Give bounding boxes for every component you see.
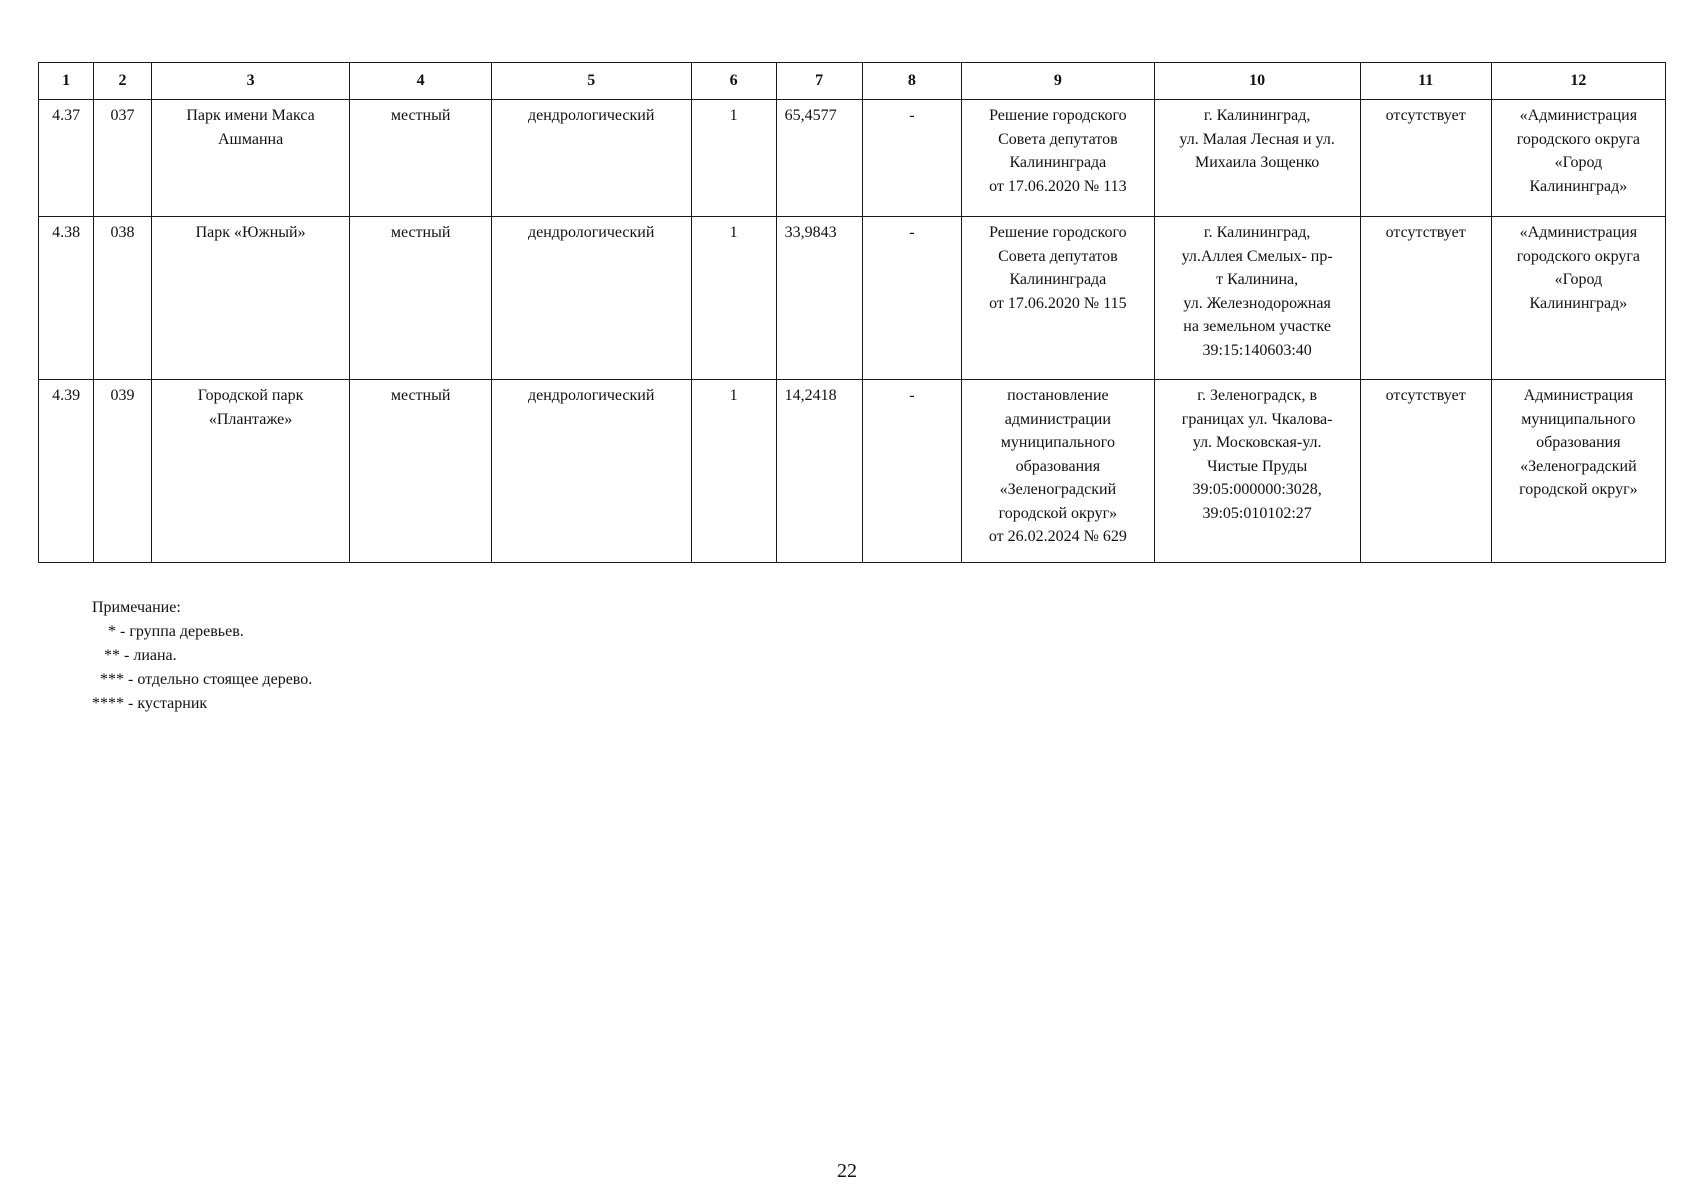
cell-line: «Администрация xyxy=(1519,224,1638,241)
cell-line: от 26.02.2024 № 629 xyxy=(988,528,1127,545)
cell-line: постановление xyxy=(1007,387,1109,404)
note-item: *** - отдельно стоящее дерево. xyxy=(92,671,313,688)
cell-location xyxy=(1154,380,1360,563)
cell-line: Администрация xyxy=(1523,387,1634,404)
cell-line: образования xyxy=(1536,434,1621,451)
table-row xyxy=(39,380,1666,563)
cell-code: 038 xyxy=(94,217,151,380)
cell-line: Парк «Южный» xyxy=(195,224,306,241)
cell-number: 4.37 xyxy=(39,100,94,217)
cell-line: Совета депутатов xyxy=(998,130,1118,148)
notes-title: Примечание: xyxy=(92,599,181,616)
cell-decision xyxy=(962,217,1155,380)
cell-name xyxy=(151,380,350,563)
cell-col8: - xyxy=(862,100,961,217)
cell-line: «Плантаже» xyxy=(208,410,293,428)
cell-profile: дендрологический xyxy=(491,100,691,217)
registry-table xyxy=(38,62,1666,563)
cell-col8: - xyxy=(862,380,961,563)
cell-count: 1 xyxy=(691,217,776,380)
column-header: 2 xyxy=(94,63,151,100)
cell-owner xyxy=(1491,100,1665,217)
cell-line: т Калинина, xyxy=(1216,271,1299,288)
cell-line: г. Калининград, xyxy=(1203,107,1311,124)
note-item: ** - лиана. xyxy=(92,647,177,664)
cell-line: Решение городского xyxy=(989,107,1127,124)
column-header: 3 xyxy=(151,63,350,100)
cell-line: Михаила Зощенко xyxy=(1194,154,1320,171)
column-header: 6 xyxy=(691,63,776,100)
cell-col11: отсутствует xyxy=(1360,380,1491,563)
cell-count: 1 xyxy=(691,100,776,217)
cell-line: Чистые Пруды xyxy=(1207,457,1308,475)
cell-line: Совета депутатов xyxy=(998,247,1118,265)
cell-col8: - xyxy=(862,217,961,380)
cell-line: муниципального xyxy=(1000,434,1115,451)
cell-line: Городской парк xyxy=(197,387,304,404)
cell-line: муниципального xyxy=(1521,410,1636,428)
cell-line: Ашманна xyxy=(217,130,284,148)
cell-profile: дендрологический xyxy=(491,217,691,380)
cell-number: 4.39 xyxy=(39,380,94,563)
cell-line: на земельном участке xyxy=(1183,318,1331,335)
note-item: **** - кустарник xyxy=(92,695,208,712)
cell-line: 39:15:140603:40 xyxy=(1202,341,1312,359)
cell-line: администрации xyxy=(1004,410,1111,428)
cell-decision xyxy=(962,380,1155,563)
column-header: 7 xyxy=(776,63,862,100)
cell-line: от 17.06.2020 № 115 xyxy=(989,294,1127,312)
cell-line: ул. Железнодорожная xyxy=(1183,294,1331,312)
header-row xyxy=(39,63,1666,100)
cell-area: 33,9843 xyxy=(776,217,862,380)
cell-line: городской округ» xyxy=(998,504,1118,522)
cell-line: Калининград» xyxy=(1529,294,1628,312)
cell-decision xyxy=(962,100,1155,217)
cell-line: границах ул. Чкалова- xyxy=(1181,410,1333,428)
cell-line: «Город xyxy=(1554,154,1603,171)
note-item: * - группа деревьев. xyxy=(92,623,244,640)
column-header: 5 xyxy=(491,63,691,100)
cell-line: ул. Малая Лесная и ул. xyxy=(1179,130,1335,148)
cell-line: Парк имени Макса xyxy=(186,107,315,124)
cell-line: городского округа xyxy=(1516,247,1641,265)
cell-line: г. Зеленоградск, в xyxy=(1197,387,1318,404)
cell-count: 1 xyxy=(691,380,776,563)
cell-line: ул.Аллея Смелых- пр- xyxy=(1181,247,1333,265)
cell-line: 39:05:010102:27 xyxy=(1202,504,1312,522)
cell-owner xyxy=(1491,217,1665,380)
cell-line: городской округ» xyxy=(1519,481,1638,498)
cell-line: 39:05:000000:3028, xyxy=(1192,481,1322,498)
cell-profile: дендрологический xyxy=(491,380,691,563)
cell-code: 037 xyxy=(94,100,151,217)
cell-significance: местный xyxy=(350,380,491,563)
cell-name xyxy=(151,217,350,380)
cell-number: 4.38 xyxy=(39,217,94,380)
cell-line: городского округа xyxy=(1516,130,1641,148)
column-header: 10 xyxy=(1154,63,1360,100)
cell-name xyxy=(151,100,350,217)
cell-line: «Зеленоградский xyxy=(1520,457,1637,475)
column-header: 8 xyxy=(862,63,961,100)
cell-significance: местный xyxy=(350,217,491,380)
cell-line: Решение городского xyxy=(989,224,1127,241)
table-row xyxy=(39,100,1666,217)
cell-line: образования xyxy=(1015,457,1101,475)
column-header: 1 xyxy=(39,63,94,100)
cell-owner xyxy=(1491,380,1665,563)
column-header: 4 xyxy=(350,63,491,100)
column-header: 12 xyxy=(1491,63,1665,100)
page-number: 22 xyxy=(837,1160,857,1182)
notes-section xyxy=(92,596,312,716)
cell-line: «Зеленоградский xyxy=(999,481,1117,498)
cell-line: г. Калининград, xyxy=(1203,224,1311,241)
cell-col11: отсутствует xyxy=(1360,217,1491,380)
table-row xyxy=(39,217,1666,380)
cell-line: «Администрация xyxy=(1519,107,1638,124)
cell-area: 14,2418 xyxy=(776,380,862,563)
cell-line: Калининграда xyxy=(1009,271,1107,288)
cell-line: Калининграда xyxy=(1009,154,1107,171)
cell-line: «Город xyxy=(1554,271,1603,288)
cell-area: 65,4577 xyxy=(776,100,862,217)
cell-location xyxy=(1154,100,1360,217)
cell-significance: местный xyxy=(350,100,491,217)
column-header: 11 xyxy=(1360,63,1491,100)
column-header: 9 xyxy=(962,63,1155,100)
cell-line: ул. Московская-ул. xyxy=(1192,434,1322,451)
cell-location xyxy=(1154,217,1360,380)
cell-col11: отсутствует xyxy=(1360,100,1491,217)
cell-code: 039 xyxy=(94,380,151,563)
cell-line: Калининград» xyxy=(1529,177,1628,195)
cell-line: от 17.06.2020 № 113 xyxy=(989,177,1127,195)
